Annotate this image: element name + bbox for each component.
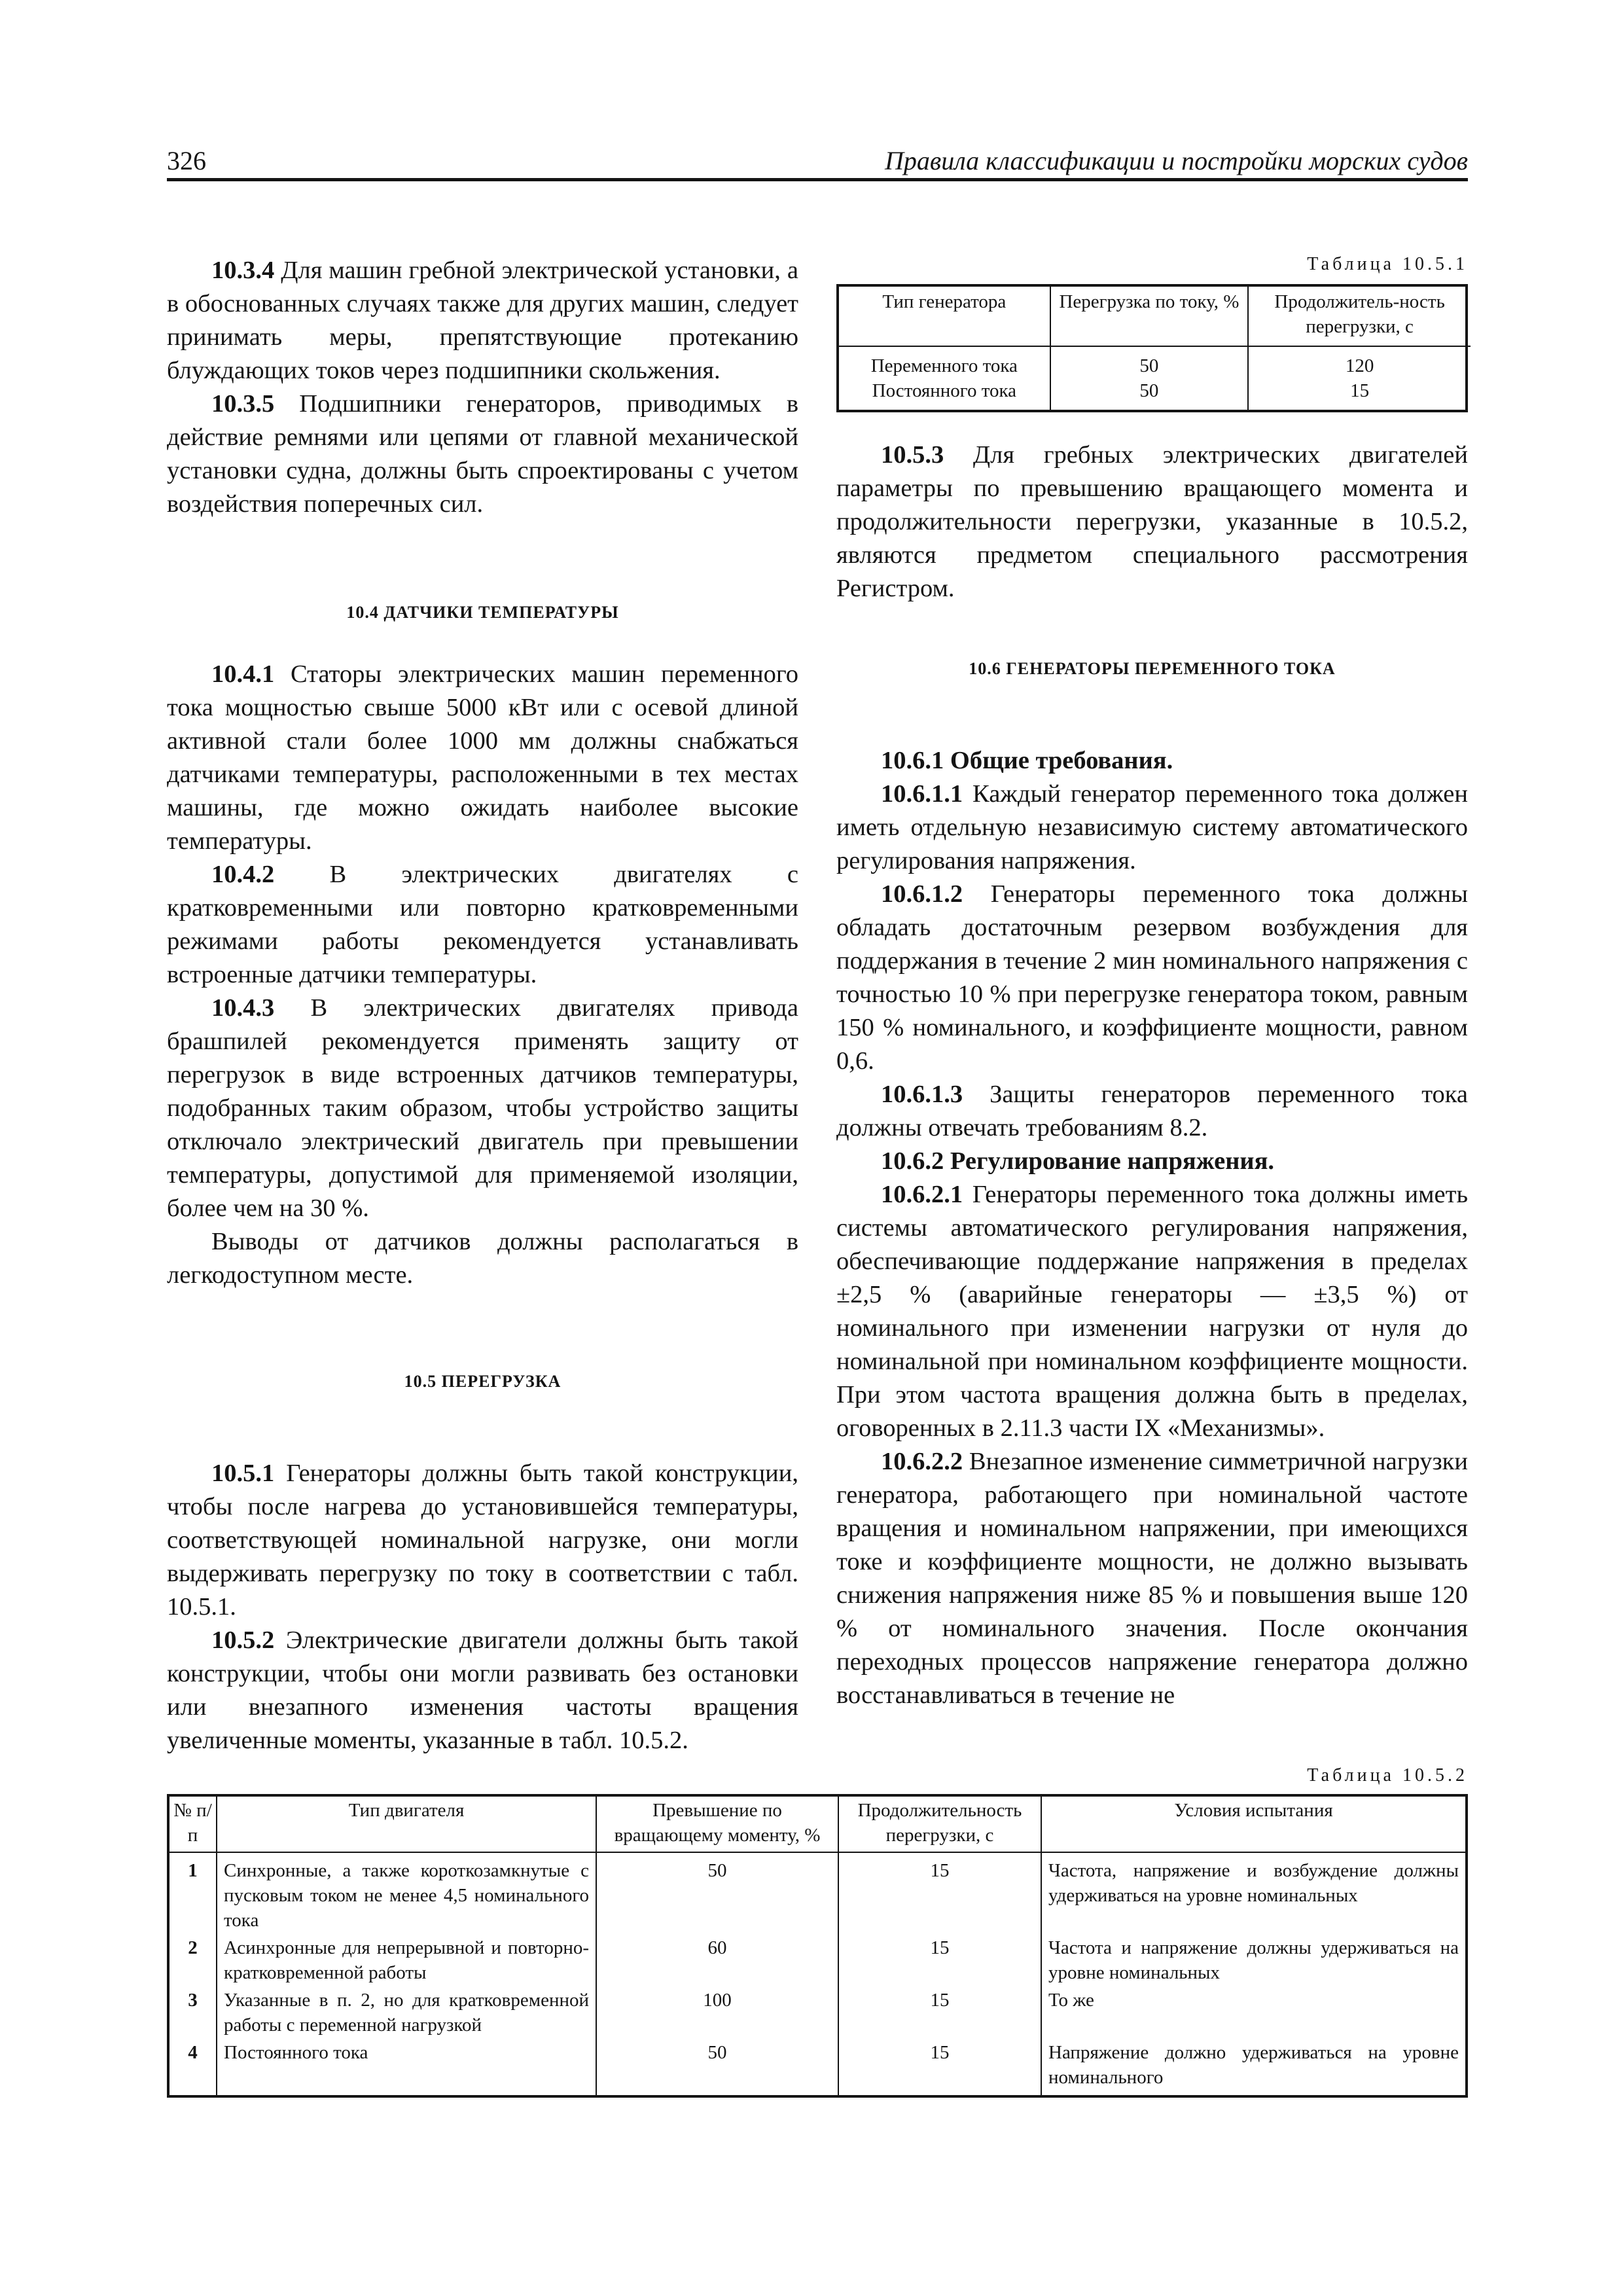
table-row: Постоянного тока 50 15 bbox=[839, 378, 1471, 410]
page-header bbox=[167, 139, 1468, 181]
paragraph-10-6-1-1: 10.6.1.1 Каждый генератор переменного тока должен иметь отдельную независимую систему автоматического регулирования напряжения. bbox=[836, 780, 1468, 874]
subheading-10-6-1: 10.6.1 Общие требования. bbox=[881, 747, 1173, 774]
table-10-5-1-caption: Таблица 10.5.1 bbox=[1307, 254, 1468, 274]
paragraph-10-6-2-1: 10.6.2.1 Генераторы переменного тока должны иметь системы автоматического регулирования напряжения, обеспечивающие поддержание напряжения в пределах ±2,5 % (аварийные генераторы — ±3,5 %) от номинального при изменении нагрузки от нуля до номинальной при номинальном коэффициенте мощности. При этом частота вращения должна быть в пределах, оговоренных в 2.11.3 части IX «Механизмы». bbox=[836, 1181, 1468, 1442]
table-10-5-2-block bbox=[167, 1764, 1468, 2098]
paragraph-10-5-3: 10.5.3 Для гребных электрических двигателей параметры по превышению вращающего момента и продолжительности перегрузки, указанные в 10.5.2, являются предметом специального рассмотрения Регистром. bbox=[836, 441, 1468, 602]
left-column bbox=[167, 254, 798, 1757]
paragraph-10-6-2-2: 10.6.2.2 Внезапное изменение симметричной нагрузки генератора, работающего при номинальной частоте вращения и номинальном напряжении, при имеющихся токе и коэффициенте мощности, не должно вызывать снижения напряжения ниже 85 % и повышения выше 120 % от номинального значения. После окончания переходных процессов напряжение генератора должно восстанавливаться в течение не bbox=[836, 1448, 1468, 1709]
paragraph-10-3-5: 10.3.5 Подшипники генераторов, приводимых в действие ремнями или цепями от главной механической установки судна, должны быть спроектированы с учетом воздействия поперечных сил. bbox=[167, 390, 798, 518]
paragraph-10-6-1-2: 10.6.1.2 Генераторы переменного тока должны обладать достаточным резервом возбуждения для поддержания в течение 2 мин номинального напряжения с точностью 10 % при перегрузке генератора током, равным 150 % номинального, и коэффициенте мощности, равном 0,6. bbox=[836, 880, 1468, 1075]
paragraph-10-4-2: 10.4.2 В электрических двигателях с кратковременными или повторно кратковременными режимами работы рекомендуется устанавливать встроенные датчики температуры. bbox=[167, 861, 798, 988]
table2-header-overload-duration: Продолжительность перегрузки, с bbox=[838, 1797, 1041, 1852]
section-heading-10-6: 10.6 ГЕНЕРАТОРЫ ПЕРЕМЕННОГО ТОКА bbox=[969, 659, 1336, 678]
table2-header-motor-type: Тип двигателя bbox=[217, 1797, 596, 1852]
section-heading-10-4: 10.4 ДАТЧИКИ ТЕМПЕРАТУРЫ bbox=[346, 603, 619, 622]
table2-header-test-conditions: Условия испытания bbox=[1041, 1797, 1465, 1852]
page-number: 326 bbox=[167, 146, 206, 175]
table-10-5-2-caption: Таблица 10.5.2 bbox=[1307, 1765, 1468, 1785]
table-10-5-1 bbox=[836, 284, 1468, 412]
table-row: 1 Синхронные, а также короткозамкнутые с пусковым током не менее 4,5 номинального тока 50 15 Частота, напряжение и возбуждение должны удерживаться на уровне номинальных bbox=[169, 1852, 1465, 1934]
running-title: Правила классификации и постройки морских судов bbox=[884, 146, 1468, 175]
table-row: 4 Постоянного тока 50 15 Напряжение должно удерживаться на уровне номинального bbox=[169, 2039, 1465, 2095]
paragraph-10-6-1-3: 10.6.1.3 Защиты генераторов переменного тока должны отвечать требованиям 8.2. bbox=[836, 1081, 1468, 1141]
paragraph-10-5-1: 10.5.1 Генераторы должны быть такой конструкции, чтобы после нагрева до установившейся температуры, соответствующей номинальной нагрузке, они могли выдерживать перегрузку по току в соответствии с табл. 10.5.1. bbox=[167, 1460, 798, 1621]
table1-header-duration: Продолжитель-ность перегрузки, с bbox=[1248, 287, 1471, 346]
section-heading-10-5: 10.5 ПЕРЕГРУЗКА bbox=[404, 1372, 562, 1391]
table1-header-generator-type: Тип генератора bbox=[839, 287, 1050, 346]
paragraph-10-3-4: 10.3.4 Для машин гребной электрической установки, а в обоснованных случаях также для других машин, следует принимать меры, препятствующие протеканию блуждающих токов через подшипники скольжения. bbox=[167, 257, 798, 384]
table2-header-torque-excess: Превышение по вращающему моменту, % bbox=[596, 1797, 838, 1852]
right-column bbox=[836, 254, 1468, 1712]
subheading-10-6-2: 10.6.2 Регулирование напряжения. bbox=[881, 1147, 1275, 1175]
table-row: 3 Указанные в п. 2, но для кратковременной работы с переменной нагрузкой 100 15 То же bbox=[169, 1986, 1465, 2039]
table1-header-overload: Перегрузка по току, % bbox=[1050, 287, 1249, 346]
table-row: 2 Асинхронные для непрерывной и повторно-кратковременной работы 60 15 Частота и напряжение должны удерживаться на уровне номинальных bbox=[169, 1934, 1465, 1986]
table2-header-number: № п/п bbox=[169, 1797, 217, 1852]
table-10-5-2 bbox=[167, 1794, 1468, 2098]
paragraph-10-5-2: 10.5.2 Электрические двигатели должны быть такой конструкции, чтобы они могли развивать без остановки или внезапного изменения частоты вращения увеличенные моменты, указанные в табл. 10.5.2. bbox=[167, 1626, 798, 1754]
table-row: Переменного тока 50 120 bbox=[839, 346, 1471, 378]
paragraph-10-4-1: 10.4.1 Статоры электрических машин переменного тока мощностью свыше 5000 кВт или с осевой длиной активной стали более 1000 мм должны снабжаться датчиками температуры, расположенными в тех местах машины, где можно ожидать наиболее высокие температуры. bbox=[167, 660, 798, 855]
paragraph-10-4-3: 10.4.3 В электрических двигателях привода брашпилей рекомендуется применять защиту от перегрузок в виде встроенных датчиков температуры, подобранных таким образом, чтобы устройство защиты отключало электрический двигатель при превышении температуры, допустимой для применяемой изоляции, более чем на 30 %. bbox=[167, 994, 798, 1222]
paragraph-sensor-outputs: Выводы от датчиков должны располагаться в легкодоступном месте. bbox=[167, 1228, 798, 1289]
